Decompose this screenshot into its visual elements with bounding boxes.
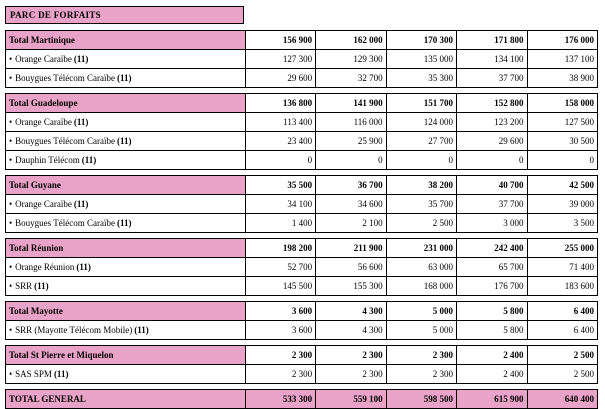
bullet-icon: • <box>9 117 13 127</box>
operator-label <box>6 132 246 150</box>
operator-value-4: 2 400 <box>457 365 527 383</box>
total-value-3: 231 000 <box>387 239 457 257</box>
total-value-4: 40 700 <box>457 176 527 194</box>
operator-value-1: 113 400 <box>246 113 316 131</box>
operator-value-3: 124 000 <box>387 113 457 131</box>
operator-value-3: 35 300 <box>387 69 457 87</box>
operator-row <box>5 214 598 233</box>
total-value-4: 2 400 <box>457 346 527 364</box>
operator-value-1: 34 100 <box>246 195 316 213</box>
grand-total-value-1: 533 300 <box>246 390 316 408</box>
operator-value-1: 145 500 <box>246 277 316 295</box>
footnote-ref: (11) <box>73 117 89 127</box>
bullet-icon: • <box>9 262 13 272</box>
operator-value-4: 5 800 <box>457 321 527 339</box>
operator-name: SAS SPM <box>15 369 52 379</box>
operator-value-5: 0 <box>528 151 598 169</box>
total-row <box>5 345 598 365</box>
operator-label <box>6 151 246 169</box>
operator-value-3: 168 000 <box>387 277 457 295</box>
operator-name: Orange Caraïbe <box>15 199 72 209</box>
operator-name: SRR <box>15 281 33 291</box>
operator-value-1: 52 700 <box>246 258 316 276</box>
total-label: Total Réunion <box>6 239 246 257</box>
operator-name: Orange Caraïbe <box>15 54 72 64</box>
operator-row <box>5 50 598 69</box>
total-value-1: 136 800 <box>246 94 316 112</box>
total-value-2: 141 900 <box>316 94 386 112</box>
operator-value-5: 137 100 <box>528 50 598 68</box>
bullet-icon: • <box>9 136 13 146</box>
operator-value-4: 123 200 <box>457 113 527 131</box>
operator-label <box>6 50 246 68</box>
footnote-ref: (11) <box>81 155 97 165</box>
operator-value-4: 29 600 <box>457 132 527 150</box>
operator-label <box>6 365 246 383</box>
total-value-5: 2 500 <box>528 346 598 364</box>
operator-row <box>5 195 598 214</box>
bullet-icon: • <box>9 54 13 64</box>
operator-value-5: 183 600 <box>528 277 598 295</box>
operator-value-5: 127 500 <box>528 113 598 131</box>
bullet-icon: • <box>9 369 13 379</box>
operator-label <box>6 195 246 213</box>
operator-row <box>5 277 598 296</box>
operator-value-4: 176 700 <box>457 277 527 295</box>
total-value-3: 151 700 <box>387 94 457 112</box>
operator-value-2: 56 600 <box>316 258 386 276</box>
operator-name: Orange Caraïbe <box>15 117 72 127</box>
operator-row <box>5 365 598 384</box>
bullet-icon: • <box>9 281 13 291</box>
operator-value-1: 0 <box>246 151 316 169</box>
grand-total-value-3: 598 500 <box>387 390 457 408</box>
bullet-icon: • <box>9 199 13 209</box>
operator-value-1: 127 300 <box>246 50 316 68</box>
footnote-ref: (11) <box>53 369 69 379</box>
operator-value-2: 0 <box>316 151 386 169</box>
grand-total-value-5: 640 400 <box>528 390 598 408</box>
total-label: Total Guadeloupe <box>6 94 246 112</box>
operator-row <box>5 258 598 277</box>
operator-value-1: 23 400 <box>246 132 316 150</box>
total-value-1: 2 300 <box>246 346 316 364</box>
operator-label <box>6 69 246 87</box>
operator-value-2: 116 000 <box>316 113 386 131</box>
operator-value-5: 38 900 <box>528 69 598 87</box>
operator-name: Bouygues Télécom Caraïbe <box>15 73 115 83</box>
operator-value-3: 27 700 <box>387 132 457 150</box>
operator-value-2: 2 300 <box>316 365 386 383</box>
total-value-2: 36 700 <box>316 176 386 194</box>
operator-value-1: 1 400 <box>246 214 316 232</box>
operator-value-2: 25 900 <box>316 132 386 150</box>
total-label: Total Mayotte <box>6 302 246 320</box>
total-value-2: 2 300 <box>316 346 386 364</box>
footnote-ref: (11) <box>73 54 89 64</box>
operator-value-5: 39 000 <box>528 195 598 213</box>
total-value-4: 152 800 <box>457 94 527 112</box>
total-row <box>5 30 598 50</box>
operator-value-5: 3 500 <box>528 214 598 232</box>
operator-value-4: 37 700 <box>457 69 527 87</box>
operator-row <box>5 321 598 340</box>
grand-total-value-2: 559 100 <box>316 390 386 408</box>
operator-value-4: 0 <box>457 151 527 169</box>
operator-value-3: 5 000 <box>387 321 457 339</box>
operator-name: SRR (Mayotte Télécom Mobile) <box>15 325 133 335</box>
total-value-5: 158 000 <box>528 94 598 112</box>
total-value-2: 162 000 <box>316 31 386 49</box>
operator-row <box>5 132 598 151</box>
operator-value-3: 135 000 <box>387 50 457 68</box>
operator-value-1: 2 300 <box>246 365 316 383</box>
grand-total-label: TOTAL GENERAL <box>6 390 246 408</box>
operator-value-2: 4 300 <box>316 321 386 339</box>
operator-label <box>6 214 246 232</box>
operator-value-3: 63 000 <box>387 258 457 276</box>
bullet-icon: • <box>9 73 13 83</box>
total-value-1: 198 200 <box>246 239 316 257</box>
total-value-5: 6 400 <box>528 302 598 320</box>
operator-label <box>6 321 246 339</box>
operator-value-4: 37 700 <box>457 195 527 213</box>
total-value-4: 5 800 <box>457 302 527 320</box>
total-row <box>5 175 598 195</box>
operator-value-1: 29 600 <box>246 69 316 87</box>
operator-value-5: 6 400 <box>528 321 598 339</box>
total-value-3: 170 300 <box>387 31 457 49</box>
total-row <box>5 238 598 258</box>
footnote-ref: (11) <box>73 199 89 209</box>
forfaits-table <box>5 30 598 409</box>
grand-total-value-4: 615 900 <box>457 390 527 408</box>
total-value-4: 171 800 <box>457 31 527 49</box>
operator-value-5: 2 500 <box>528 365 598 383</box>
operator-name: Bouygues Télécom Caraïbe <box>15 218 115 228</box>
operator-label <box>6 277 246 295</box>
operator-value-3: 2 300 <box>387 365 457 383</box>
operator-name: Orange Réunion <box>15 262 75 272</box>
operator-row <box>5 151 598 170</box>
operator-value-3: 2 500 <box>387 214 457 232</box>
total-value-4: 242 400 <box>457 239 527 257</box>
footnote-ref: (11) <box>134 325 149 335</box>
total-value-3: 38 200 <box>387 176 457 194</box>
footnote-ref: (11) <box>76 262 91 272</box>
total-value-5: 255 000 <box>528 239 598 257</box>
total-value-3: 5 000 <box>387 302 457 320</box>
operator-value-5: 71 400 <box>528 258 598 276</box>
operator-label <box>6 258 246 276</box>
operator-value-2: 155 300 <box>316 277 386 295</box>
operator-value-3: 0 <box>387 151 457 169</box>
total-row <box>5 301 598 321</box>
operator-value-2: 34 600 <box>316 195 386 213</box>
operator-name: Dauphin Télécom <box>15 155 80 165</box>
footnote-ref: (11) <box>116 73 132 83</box>
operator-value-4: 134 100 <box>457 50 527 68</box>
footnote-ref: (11) <box>116 218 132 228</box>
bullet-icon: • <box>9 218 13 228</box>
operator-value-3: 35 700 <box>387 195 457 213</box>
total-value-1: 3 600 <box>246 302 316 320</box>
operator-value-2: 129 300 <box>316 50 386 68</box>
operator-row <box>5 113 598 132</box>
operator-value-4: 65 700 <box>457 258 527 276</box>
total-label: Total St Pierre et Miquelon <box>6 346 246 364</box>
total-row <box>5 93 598 113</box>
operator-name: Bouygues Télécom Caraïbe <box>15 136 115 146</box>
total-value-1: 156 900 <box>246 31 316 49</box>
table-title: PARC DE FORFAITS <box>5 6 244 24</box>
operator-value-4: 3 000 <box>457 214 527 232</box>
operator-row <box>5 69 598 88</box>
grand-total-row <box>5 389 598 409</box>
operator-value-5: 30 500 <box>528 132 598 150</box>
total-label: Total Guyane <box>6 176 246 194</box>
bullet-icon: • <box>9 155 13 165</box>
total-value-5: 176 000 <box>528 31 598 49</box>
footnote-ref: (11) <box>116 136 132 146</box>
operator-label <box>6 113 246 131</box>
total-value-3: 2 300 <box>387 346 457 364</box>
operator-value-2: 2 100 <box>316 214 386 232</box>
total-label: Total Martinique <box>6 31 246 49</box>
total-value-2: 211 900 <box>316 239 386 257</box>
bullet-icon: • <box>9 325 13 335</box>
total-value-5: 42 500 <box>528 176 598 194</box>
footnote-ref: (11) <box>34 281 49 291</box>
operator-value-1: 3 600 <box>246 321 316 339</box>
total-value-2: 4 300 <box>316 302 386 320</box>
total-value-1: 35 500 <box>246 176 316 194</box>
operator-value-2: 32 700 <box>316 69 386 87</box>
